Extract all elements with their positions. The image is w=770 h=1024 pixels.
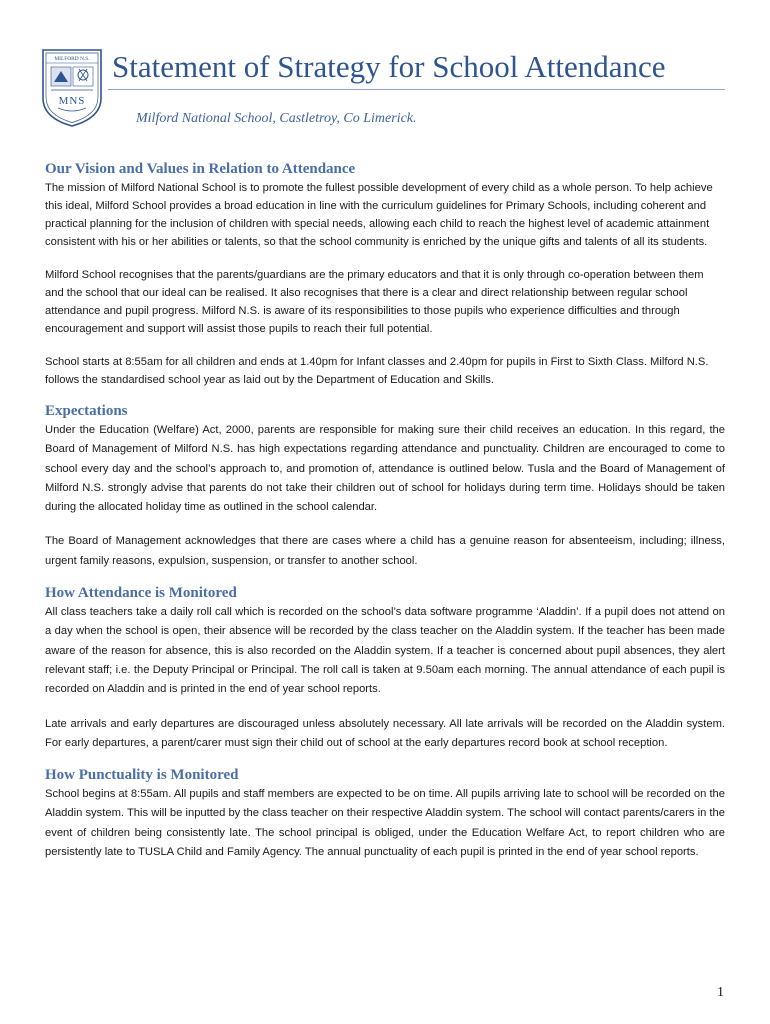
crest-bottom-text: MNS <box>58 95 86 107</box>
paragraph: Under the Education (Welfare) Act, 2000, parents are responsible for making sure their child receives an education. In this regard, the Board of Management of Milford N.S. has high expectations regarding attendance and punctuality. Children are encouraged to come to school every day and the school’s approach to, and promotion of, attendance is outlined below. Tusla and the Board of Management of Milford N.S. strongly advise that parents do not take their children out of school for holidays during term time. Holidays should be taken during the allocated holiday time as outlined in the school calendar. <box>45 424 725 514</box>
page-number: 1 <box>717 985 724 1000</box>
section-punctuality-monitoring <box>45 766 725 862</box>
section-expectations <box>45 402 725 571</box>
section-heading: How Attendance is Monitored <box>45 585 237 602</box>
paragraph: Milford School recognises that the parents/guardians are the primary educators and that it is only through co-operation between them and the school that our ideal can be realised. It also recognises that there is a clear and direct relationship between regular school attendance and pupil progress. Milford N.S. is aware of its responsibilities to those pupils who experience difficulties and through encouragement and support will assist those pupils to reach their full potential. <box>45 269 704 335</box>
section-attendance-monitoring <box>45 584 725 753</box>
paragraph: Late arrivals and early departures are discouraged unless absolutely necessary. All late arrivals will be recorded on the Aladdin system. For early departures, a parent/carer must sign their child out of school at the early departures record book at school reception. <box>45 717 725 749</box>
paragraph: The mission of Milford National School is to promote the fullest possible development of every child as a whole person. To help achieve this ideal, Milford School provides a broad education in line with the curriculum guidelines for Primary Schools, including coherent and practical planning for the inclusion of children with special needs, allowing each child to reach the highest level of academic attainment consistent with his or her abilities or talents, so that the school community is enriched by the unique gifts and talents of all its students. <box>45 182 713 248</box>
section-heading: Expectations <box>45 403 128 419</box>
paragraph: School begins at 8:55am. All pupils and staff members are expected to be on time. All pupils arriving late to school will be recorded on the Aladdin system. This will be inputted by the class teacher on their respective Aladdin system. The school will contact parents/carers in the event of children being consistently late. The school principal is obliged, under the Education Welfare Act, to report children who are persistently late to TUSLA Child and Family Agency. The annual punctuality of each pupil is printed in the end of year school reports. <box>45 788 725 859</box>
paragraph: The Board of Management acknowledges that there are cases where a child has a genuine reason for absenteeism, including; illness, urgent family reasons, expulsion, suspension, or transfer to another school. <box>45 535 725 567</box>
school-address: Milford National School, Castletroy, Co Limerick. <box>136 111 417 126</box>
paragraph: All class teachers take a daily roll call which is recorded on the school’s data software programme ‘Aladdin’. If a pupil does not attend on a day when the school is open, their absence will be recorded by the class teacher on the Aladdin system. If the teacher has been made aware of the reason for absence, this is also recorded on the Aladdin system. If a teacher is concerned about pupil absences, they alert relevant staff; i.e. the Deputy Principal or Principal. The roll call is taken at 9.50am each morning. The annual attendance of each pupil is recorded on Aladdin and is printed in the end of year school reports. <box>45 606 725 696</box>
crest-top-text: MILFORD N.S. <box>54 56 90 62</box>
page-title: Statement of Strategy for School Attendance <box>112 49 666 84</box>
section-vision <box>45 160 725 389</box>
school-crest-icon <box>41 48 103 128</box>
section-heading: How Punctuality is Monitored <box>45 767 239 784</box>
title-divider <box>108 89 725 90</box>
document-body <box>45 160 725 862</box>
paragraph: School starts at 8:55am for all children and ends at 1.40pm for Infant classes and 2.40pm for pupils in First to Sixth Class. Milford N.S. follows the standardised school year as laid out by the Department of Education and Skills. <box>45 356 709 386</box>
section-heading: Our Vision and Values in Relation to Attendance <box>45 161 356 177</box>
